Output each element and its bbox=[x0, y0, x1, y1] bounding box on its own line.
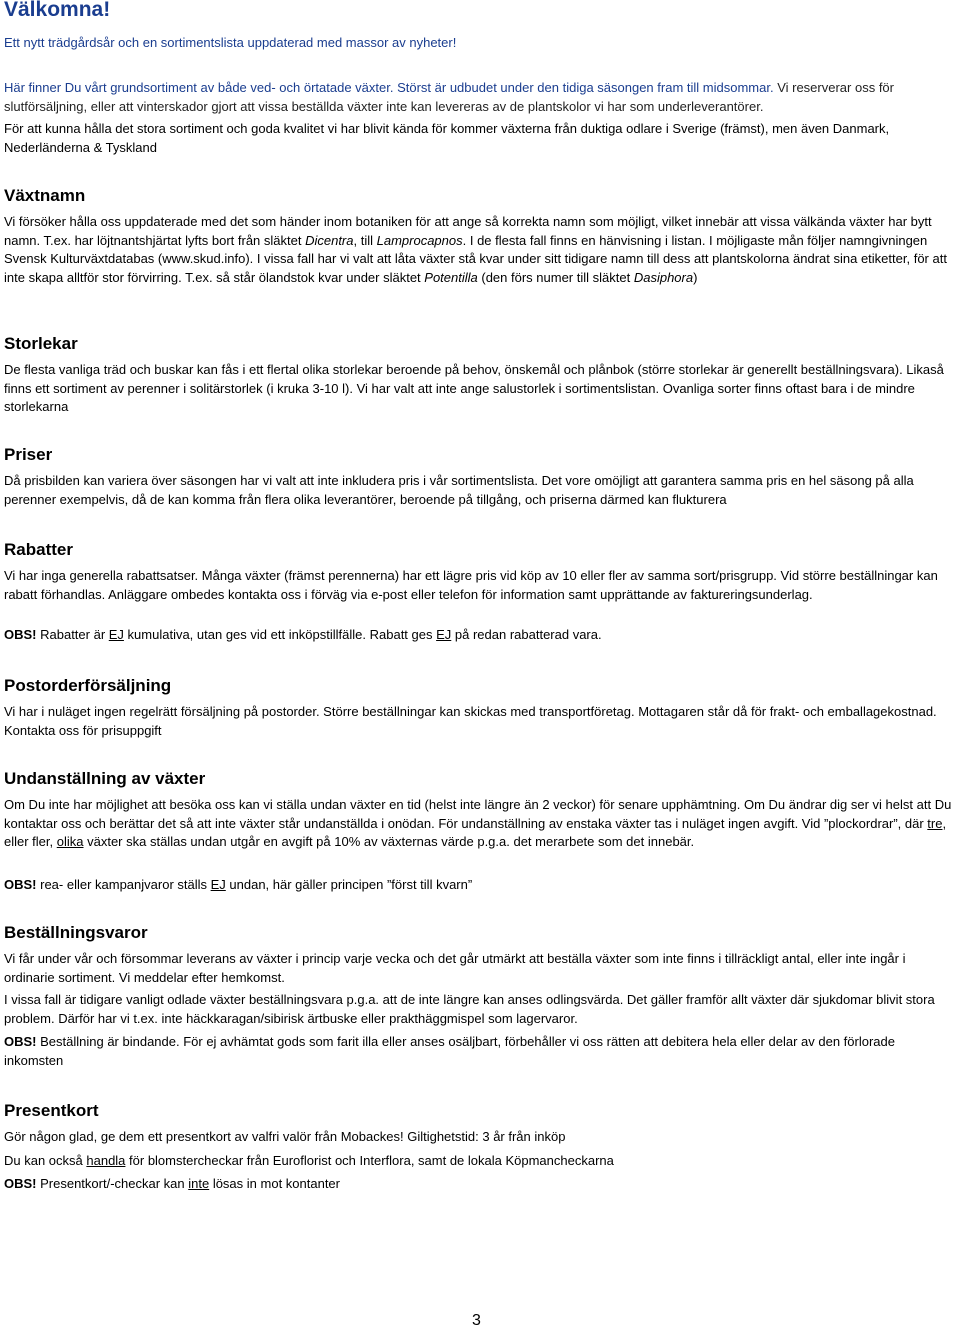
presentkort-paragraph-1: Gör någon glad, ge dem ett presentkort av valfri valör från Mobackes! Giltighetstid: 3 år från inköp bbox=[4, 1129, 566, 1144]
undanstallning-text-1: Om Du inte har möjlighet att besöka oss kan vi ställa undan växter en tid (helst inte längre än 2 veckor) för senare upphämtning. Om Du ändrar dig ser vi helst att Du kontaktar oss och berättar det så att inte växter står undanställda i onödan. För undanställning av enstaka växter tas i nuläget ingen avgift. Vid ”plockordrar”, där bbox=[4, 797, 952, 831]
genus-lamprocapnos: Lamprocapnos bbox=[376, 232, 463, 248]
vaxtnamn-text-5: ) bbox=[693, 269, 698, 285]
storlekar-paragraph: De flesta vanliga träd och buskar kan fås i ett flertal olika storlekar beroende på behov, önskemål och plånbok (större storlekar är generellt beställningsvara). Likaså finns ett sortiment av perenner i solitärstorlek (i kruka 3-10 l). Vi har valt att inte ange salustorlek i sortimentslistan. Ovanliga sorter finns oftast bara i de mindre storlekarna bbox=[4, 362, 944, 414]
presentkort-obs-paragraph bbox=[4, 1175, 956, 1194]
presentkort-text-b: för blomstercheckar från Euroflorist och Interflora, samt de lokala Köpmancheckarna bbox=[125, 1153, 614, 1168]
undanstallning-paragraph bbox=[4, 796, 956, 852]
vaxtnamn-text-3: . I de flesta fall finns en hänvisning i listan. I möjligaste mån följer namngivningen Svensk Kulturväxtdatabas (www.skud.info). I vissa fall har vi valt att låta växter stå kvar under sitt tidigare namn till dess att plantskolorna ändrat sina etiketter, för att inte skapa alltför stor förvirring. T.ex. så står ölandstok kvar under släktet bbox=[4, 232, 947, 285]
obs-label: OBS! bbox=[4, 1176, 37, 1191]
undanstallning-obs-text-1: rea- eller kampanjvaror ställs bbox=[36, 877, 211, 892]
intro-paragraph-2: För att kunna hålla det stora sortiment och goda kvalitet vi har blivit kända för kommer växterna från duktiga odlare i Sverige (främst), men även Danmark, Nederländerna & Tyskland bbox=[4, 121, 890, 155]
presentkort-text-a: Du kan också bbox=[4, 1153, 87, 1168]
undanstallning-ej: EJ bbox=[210, 877, 226, 892]
presentkort-inte: inte bbox=[188, 1176, 210, 1191]
presentkort-obs-text-a: Presentkort/-checkar kan bbox=[36, 1176, 189, 1191]
page-number: 3 bbox=[472, 1312, 481, 1329]
page-subtitle: Ett nytt trädgårdsår och en sortimentslista uppdaterad med massor av nyheter! bbox=[4, 35, 457, 50]
rabatter-paragraph: Vi har inga generella rabattsatser. Många växter (främst perennerna) har ett lägre pris vid köp av 10 eller fler av samma sort/prisgrupp. Vid större beställningar kan rabatt förhandlas. Anläggare ombedes kontakta oss i förväg via e-post eller telefon för information samt upprättande av faktureringsunderlag. bbox=[4, 568, 938, 602]
intro-text-b: Vi reserverar oss för slutförsäljning, eller att vinterskador gjort att vissa beställda växter inte kan levereras av de plantskolor vi har som underleverantörer. bbox=[4, 80, 894, 114]
undanstallning-text-3: växter ska ställas undan utgår en avgift på 10% av växternas värde p.g.a. det merarbete som det innebär. bbox=[83, 834, 695, 849]
presentkort-handla: handla bbox=[86, 1153, 126, 1168]
page-title: Välkomna! bbox=[4, 0, 111, 21]
rabatter-ej-2: EJ bbox=[436, 627, 452, 642]
vaxtnamn-text-2: , till bbox=[353, 232, 377, 248]
section-heading-priser: Priser bbox=[4, 445, 53, 464]
section-heading-bestallningsvaror: Beställningsvaror bbox=[4, 923, 148, 942]
section-heading-undanstallning: Undanställning av växter bbox=[4, 769, 206, 788]
intro-text-a: Här finner Du vårt grundsortiment av både ved- och örtatade växter. Störst är udbudet under den tidiga säsongen fram till midsommar. bbox=[4, 80, 774, 95]
section-heading-presentkort: Presentkort bbox=[4, 1101, 99, 1120]
rabatter-ej-1: EJ bbox=[108, 627, 124, 642]
obs-label: OBS! bbox=[4, 877, 37, 892]
vaxtnamn-paragraph bbox=[4, 213, 956, 287]
genus-dasiphora: Dasiphora bbox=[633, 269, 694, 285]
undanstallning-olika: olika bbox=[56, 834, 84, 849]
undanstallning-obs-text-2: undan, här gäller principen ”först till kvarn” bbox=[225, 877, 473, 892]
rabatter-obs-text-1: Rabatter är bbox=[36, 627, 109, 642]
postorder-paragraph: Vi har i nuläget ingen regelrätt försäljning på postorder. Större beställningar kan skickas med transportföretag. Mottagaren står då för frakt- och emballagekostnad. Kontakta oss för prisuppgift bbox=[4, 704, 937, 738]
section-heading-rabatter: Rabatter bbox=[4, 540, 73, 559]
presentkort-obs-text-b: lösas in mot kontanter bbox=[209, 1176, 340, 1191]
section-heading-vaxtnamn: Växtnamn bbox=[4, 186, 86, 205]
vaxtnamn-text-1: Vi försöker hålla oss uppdaterade med det som händer inom botaniken för att ange så korrekta namn som möjligt, vilket innebär att vissa välkända växter har bytt namn. T.ex. har löjtnantshjärtat lyfts bort från släktet bbox=[4, 214, 932, 248]
bestallningsvaror-obs-text: Beställning är bindande. För ej avhämtat gods som farit illa eller anses osäljbart, förbehåller vi oss rätten att debitera hela eller delar av den förlorade inkomsten bbox=[4, 1034, 895, 1068]
rabatter-obs-paragraph bbox=[4, 626, 956, 645]
genus-dicentra: Dicentra bbox=[305, 232, 354, 248]
bestallningsvaror-paragraph-2: I vissa fall är tidigare vanligt odlade växter beställningsvara p.g.a. att de inte längre kan anses odlingsvärda. Det gäller framför allt växter där sjukdomar blivit stora problem. Därför har vi t.ex. inte häckkaragan/sibirisk ärtbuske eller prakthäggmispel som lagervaror. bbox=[4, 992, 935, 1026]
bestallningsvaror-obs-paragraph bbox=[4, 1033, 956, 1070]
obs-label: OBS! bbox=[4, 627, 37, 642]
undanstallning-tre: tre bbox=[927, 815, 943, 831]
rabatter-obs-text-2: kumulativa, utan ges vid ett inköpstillfälle. Rabatt ges bbox=[123, 627, 437, 642]
rabatter-obs-text-3: på redan rabatterad vara. bbox=[451, 627, 602, 642]
vaxtnamn-text-4: (den förs numer till släktet bbox=[477, 269, 634, 285]
obs-label: OBS! bbox=[4, 1034, 37, 1049]
presentkort-paragraph-2 bbox=[4, 1152, 956, 1171]
undanstallning-text-2: , eller fler, bbox=[4, 815, 947, 849]
undanstallning-obs-paragraph bbox=[4, 876, 956, 895]
bestallningsvaror-paragraph-1: Vi får under vår och försommar leverans av växter i princip varje vecka och det går utmärkt att beställa växter som inte finns i tillräckligt antal, eller inte ingår i ordinarie sortiment. Vi meddelar efter hemkomst. bbox=[4, 951, 906, 985]
section-heading-storlekar: Storlekar bbox=[4, 334, 78, 353]
priser-paragraph: Då prisbilden kan variera över säsongen har vi valt att inte inkludera pris i vår sortimentslista. Det vore omöjligt att garantera samma pris en hel säsong på alla perenner exempelvis, då de kan komma från flera olika leverantörer, beroende på tillgång, och priserna därmed kan flukturera bbox=[4, 473, 914, 507]
section-heading-postorder: Postorderförsäljning bbox=[4, 676, 172, 695]
intro-paragraph-1 bbox=[4, 79, 956, 116]
genus-potentilla: Potentilla bbox=[424, 269, 478, 285]
